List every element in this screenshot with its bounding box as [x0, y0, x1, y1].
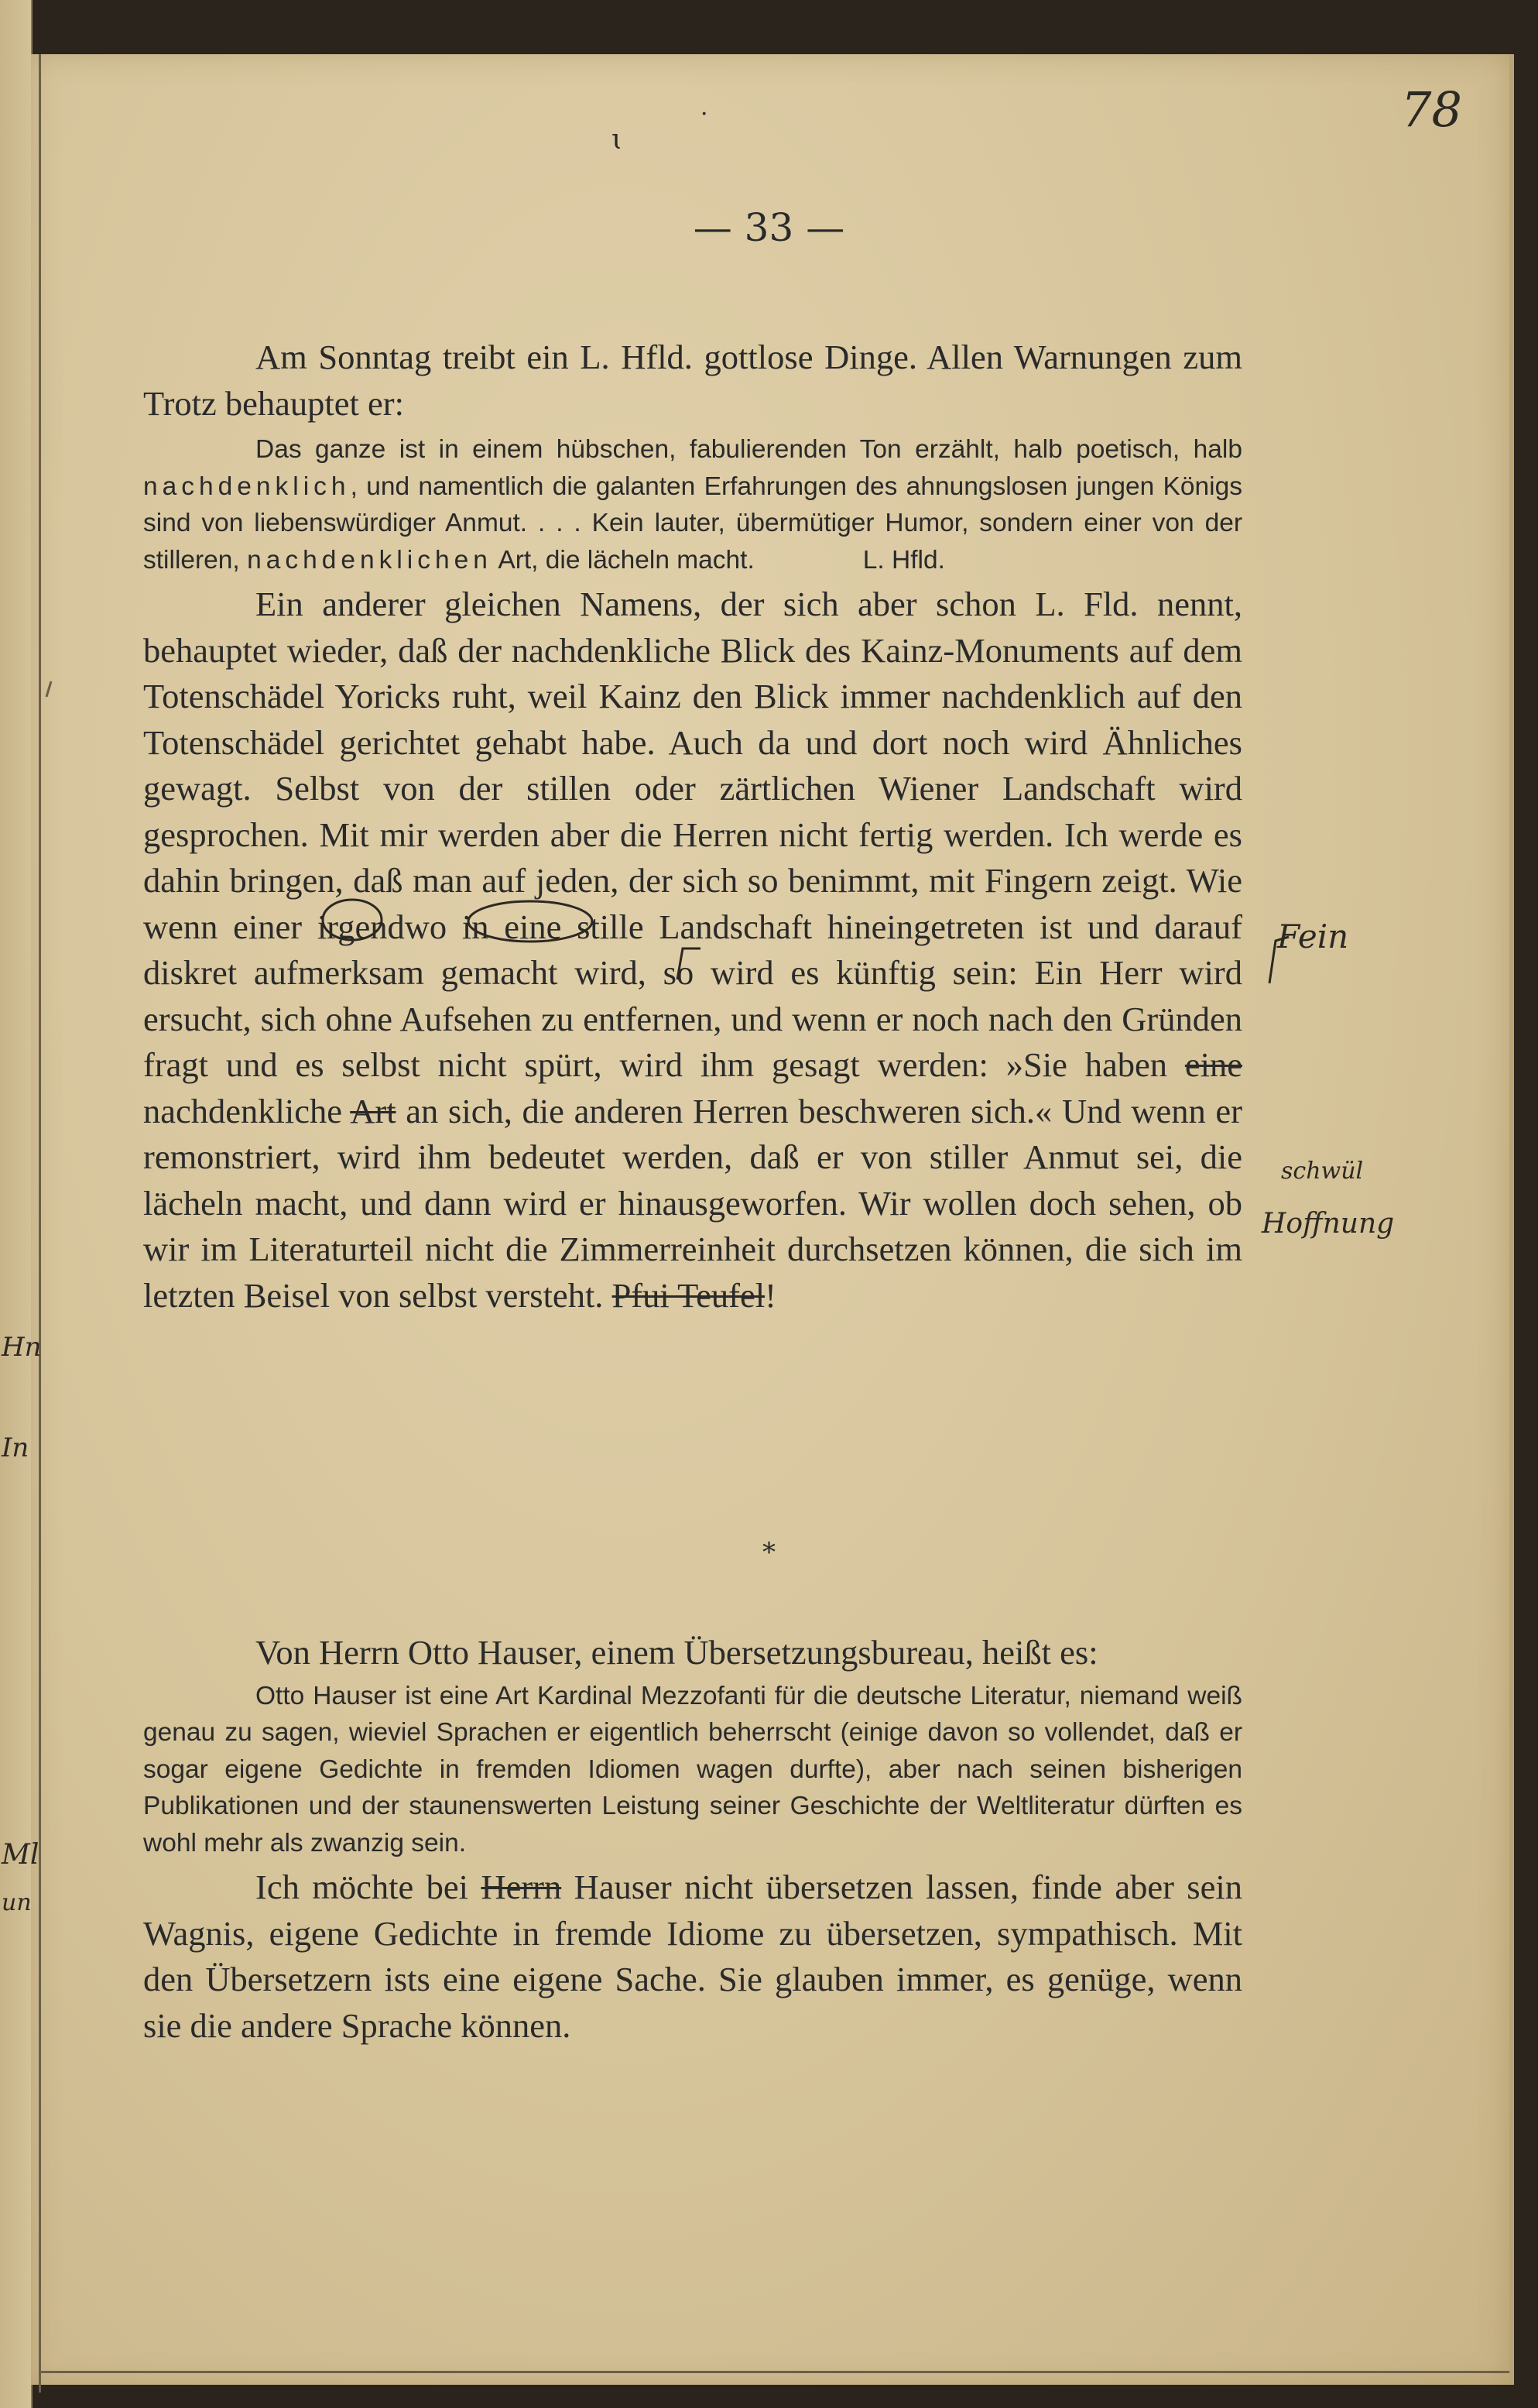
quote-text: Art, die lächeln macht. — [492, 545, 755, 575]
frame-line-bottom — [39, 2371, 1509, 2373]
margin-note-right-1: Fein — [1277, 918, 1349, 955]
margin-note-left-1: Hn — [2, 1332, 42, 1363]
margin-note-left-4: un — [2, 1889, 32, 1916]
section-separator: * — [762, 1537, 776, 1568]
section-1-intro: Am Sonntag treibt ein L. Hfld. gottlose Dinge. Allen Warnungen zum Trotz behauptet er: — [143, 338, 1242, 423]
pencil-dot-icon: · — [700, 101, 708, 128]
section-2-intro: Von Herrn Otto Hauser, einem Übersetzungsbureau, heißt es: — [255, 1633, 1098, 1672]
struck-word: eine — [1184, 1045, 1242, 1084]
pencil-mark-icon: ɩ — [611, 124, 623, 156]
frame-line-left — [39, 54, 41, 2393]
paragraph-text: nachdenkliche — [143, 1091, 351, 1130]
quote-text: Das ganze ist in einem hübschen, fabulierenden Ton erzählt, halb poetisch, halb — [255, 435, 1242, 464]
section-2-paragraph — [143, 1864, 1242, 2049]
page-number: — 33 — — [693, 205, 845, 250]
struck-word: Pfui Teufel — [611, 1275, 766, 1315]
margin-note-left-3: Ml — [2, 1839, 39, 1871]
quote-text: , und namentlich die galanten Erfahrungen des ahnungslosen jungen Königs sind von liebenswürdiger Anmut. . . . Kein lauter, übermütiger Humor, sondern einer von der stilleren, — [143, 472, 1242, 575]
quote-spaced-word: nachdenklich — [143, 472, 351, 501]
paragraph-text: Hauser nicht übersetzen lassen, finde aber sein Wagnis, eigene Gedichte in fremde Idiome zu übersetzen, sympathisch. Mit den Übersetzern ists eine eigene Sache. Sie glauben immer, es genüge, wenn sie die andere Sprache können. — [143, 1868, 1242, 2045]
margin-note-right-2: schwül — [1281, 1158, 1364, 1185]
paragraph-text: ! — [765, 1275, 776, 1315]
paragraph-text: Ein anderer gleichen Namens, der sich aber schon L. Fld. nennt, behauptet wieder, daß der nachdenkliche Blick des Kainz-Monuments auf dem Totenschädel Yoricks ruht, weil Kainz den Blick immer nachdenklich auf den Totenschädel gerichtet gehabt habe. Auch da und dort noch wird Ähnliches gewagt. Selbst von der stillen oder zärtlichen Wiener Landschaft wird gesprochen. Mit mir werden aber die Herren nicht fertig werden. Ich werde es dahin bringen, daß man auf jeden, der sich so benimmt, mit Fingern zeigt. Wie wenn einer irgendwo in eine stille Landschaft hineingetreten ist und darauf diskret aufmerksam gemacht wird, so wird es künftig sein: Ein Herr wird ersucht, sich ohne Aufsehen zu entfernen, und wenn er noch nach den Gründen fragt und es selbst nicht spürt, wird ihm gesagt werden: »Sie haben — [143, 585, 1242, 1084]
section-2 — [143, 1630, 1242, 2049]
margin-note-right-3: Hoffnung — [1262, 1208, 1395, 1240]
folio-number: 78 — [1401, 81, 1462, 138]
struck-word: Herrn — [481, 1868, 562, 1906]
section-2-quote: Otto Hauser ist eine Art Kardinal Mezzofanti für die deutsche Literatur, niemand weiß genau zu sagen, wieviel Sprachen er eigentlich beherrscht (einige davon so vollendet, daß er sogar eigene Gedichte in fremden Idiomen wagen durfte), aber nach seinen bisherigen Publikationen und der staunenswerten Leistung seiner Geschichte der Weltliteratur dürften es wohl mehr als zwanzig sein. — [143, 1681, 1242, 1857]
section-1-quote — [143, 431, 1242, 578]
margin-note-left-2: In — [2, 1432, 29, 1463]
quote-spaced-word: nachdenklichen — [247, 545, 492, 575]
section-1 — [143, 334, 1242, 1319]
section-1-paragraph — [143, 581, 1242, 1319]
struck-word: Art — [350, 1091, 396, 1130]
adjacent-page-edge — [0, 0, 33, 2408]
paragraph-text: an sich, die anderen Herren beschweren sich.« Und wenn er remonstriert, wird ihm bedeutet werden, daß er von stiller Anmut sei, die lächeln macht, und dann wird er hinausgeworfen. Wir wollen doch sehen, ob wir im Literaturteil nicht die Zimmerreinheit durchsetzen können, die sich im letzten Beisel von selbst versteht. — [143, 1091, 1242, 1315]
paragraph-text: Ich möchte bei — [255, 1868, 481, 1906]
quote-signature: L. Hfld. — [862, 545, 945, 575]
